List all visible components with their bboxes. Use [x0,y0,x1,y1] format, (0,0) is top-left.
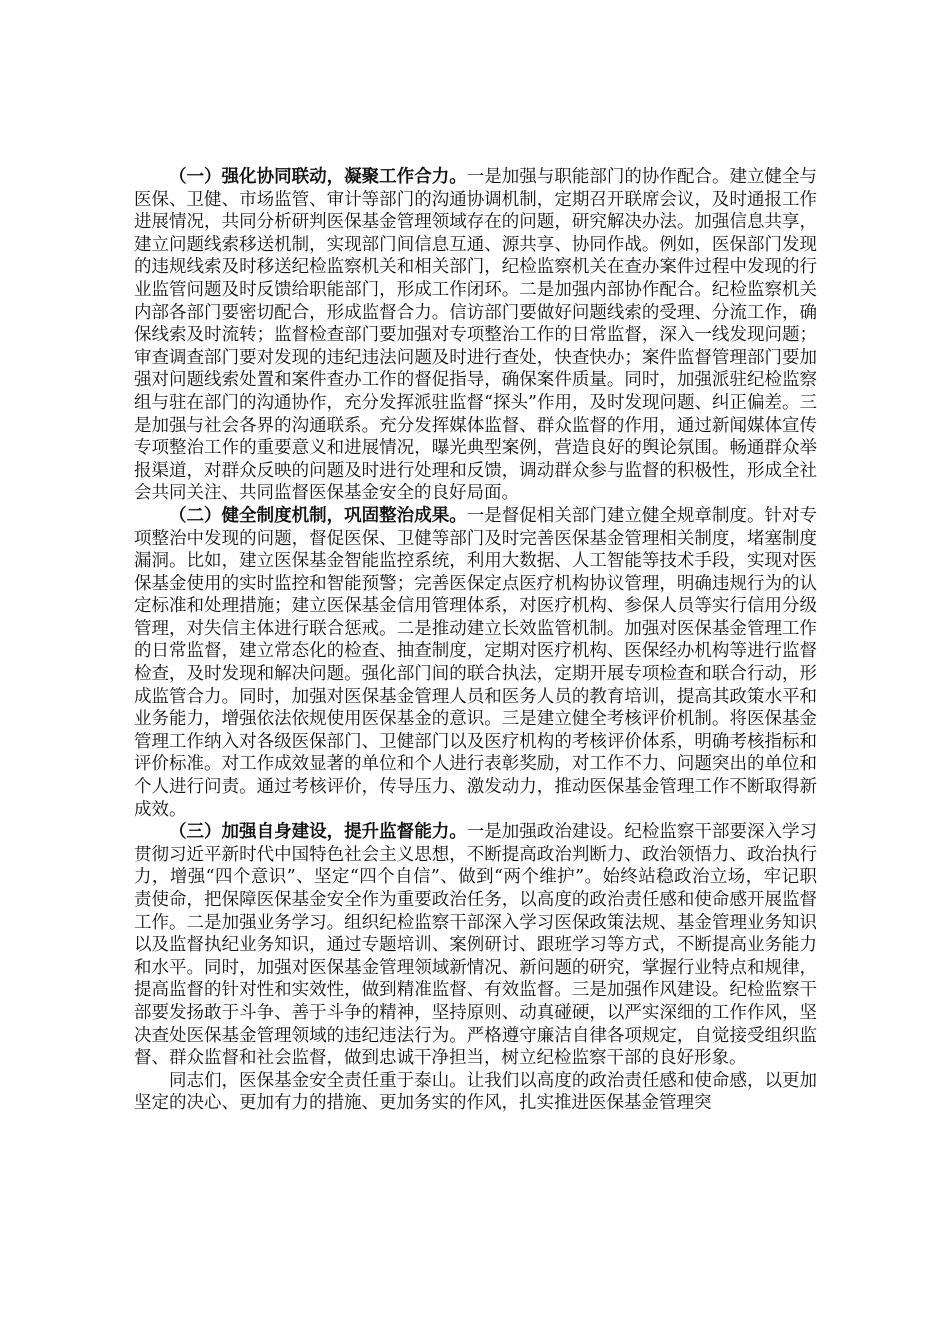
paragraph-3 [134,821,817,1070]
paragraph-3-text: 一是加强政治建设。纪检监察干部要深入学习贯彻习近平新时代中国特色社会主义思想，不断提高政治判断力、政治领悟力、政治执行力，增强“四个意识”、坚定“四个自信”、做到“两个维护”。始终站稳政治立场，牢记职责使命，把保障医保基金安全作为重要政治任务，以高度的政治责任感和使命感开展监督工作。二是加强业务学习。组织纪检监察干部深入学习医保政策法规、基金管理业务知识以及监督执纪业务知识，通过专题培训、案例研讨、跟班学习等方式，不断提高业务能力和水平。同时，加强对医保基金管理领域新情况、新问题的研究，掌握行业特点和规律，提高监督的针对性和实效性，做到精准监督、有效监督。三是加强作风建设。纪检监察干部要发扬敢于斗争、善于斗争的精神，坚持原则、动真碰硬，以严实深细的工作作风，坚决查处医保基金管理领域的违纪违法行为。严格遵守廉洁自律各项规定，自觉接受组织监督、群众监督和社会监督，做到忠诚干净担当，树立纪检监察干部的良好形象。 [134,822,818,1069]
paragraph-2-heading: （二）健全制度机制，巩固整治成果。 [169,505,467,526]
paragraph-3-heading: （三）加强自身建设，提升监督能力。 [169,822,467,843]
paragraph-1-heading: （一）强化协同联动，凝聚工作合力。 [169,167,467,187]
document-body [134,166,817,1115]
paragraph-2-text: 一是督促相关部门建立健全规章制度。针对专项整治中发现的问题，督促医保、卫健等部门及时完善医保基金管理相关制度，堵塞制度漏洞。比如，建立医保基金智能监控系统，利用大数据、人工智能等技术手段，实现对医保基金使用的实时监控和智能预警；完善医保定点医疗机构协议管理，明确违规行为的认定标准和处理措施；建立医保基金信用管理体系，对医疗机构、参保人员等实行信用分级管理，对失信主体进行联合惩戒。二是推动建立长效监管机制。加强对医保基金管理工作的日常监督，建立常态化的检查、抽查制度，定期对医疗机构、医保经办机构等进行监督检查，及时发现和解决问题。强化部门间的联合执法，定期开展专项检查和联合行动，形成监管合力。同时，加强对医保基金管理人员和医务人员的教育培训，提高其政策水平和业务能力，增强依法依规使用医保基金的意识。三是建立健全考核评价机制。将医保基金管理工作纳入对各级医保部门、卫健部门以及医疗机构的考核评价体系，明确考核指标和评价标准。对工作成效显著的单位和个人进行表彰奖励，对工作不力、问题突出的单位和个人进行问责。通过考核评价，传导压力、激发动力，推动医保基金管理工作不断取得新成效。 [134,505,818,820]
paragraph-4-text: 同志们，医保基金安全责任重于泰山。让我们以高度的政治责任感和使命感，以更加坚定的决心、更加有力的措施、更加务实的作风，扎实推进医保基金管理突 [134,1070,817,1114]
paragraph-1-text: 一是加强与职能部门的协作配合。建立健全与医保、卫健、市场监管、审计等部门的沟通协调机制，定期召开联席会议，及时通报工作进展情况，共同分析研判医保基金管理领域存在的问题，研究解决办法。加强信息共享，建立问题线索移送机制，实现部门间信息互通、源共享、协同作战。例如，医保部门发现的违规线索及时移送纪检监察机关和相关部门，纪检监察机关在查办案件过程中发现的行业监管问题及时反馈给职能部门，形成工作闭环。二是加强内部协作配合。纪检监察机关内部各部门要密切配合，形成监督合力。信访部门要做好问题线索的受理、分流工作，确保线索及时流转；监督检查部门要加强对专项整治工作的日常监督，深入一线发现问题；审查调查部门要对发现的违纪违法问题及时进行查处，快查快办；案件监督管理部门要加强对问题线索处置和案件查办工作的督促指导，确保案件质量。同时，加强派驻纪检监察组与驻在部门的沟通协作，充分发挥派驻监督“探头”作用，及时发现问题、纠正偏差。三是加强与社会各界的沟通联系。充分发挥媒体监督、群众监督的作用，通过新闻媒体宣传专项整治工作的重要意义和进展情况，曝光典型案例，营造良好的舆论氛围。畅通群众举报渠道，对群众反映的问题及时进行处理和反馈，调动群众参与监督的积极性，形成全社会共同关注、共同监督医保基金安全的良好局面。 [134,167,818,504]
paragraph-2 [134,505,817,821]
paragraph-4 [134,1070,817,1115]
paragraph-1 [134,166,817,505]
